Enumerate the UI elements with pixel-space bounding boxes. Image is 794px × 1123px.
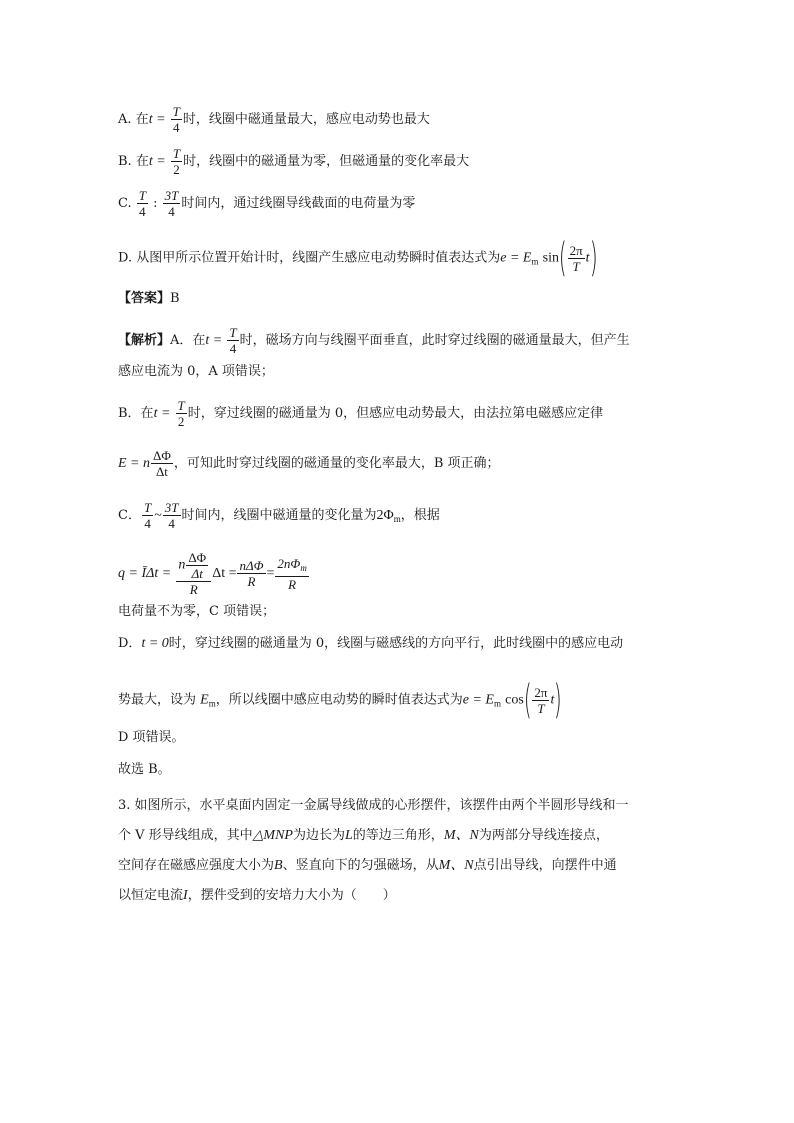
- fraction: $\frac{T}{4}$: [143, 500, 152, 531]
- analysis-c-line1: C． $\frac{T}{4}$ ~ $\frac{3T}{4}$ 时间内，线圈中磁通量的变化量为$2\Phi_m$，根据: [118, 500, 440, 531]
- option-text: 时，线圈中的磁通量为零，但磁通量的变化率最大: [183, 154, 470, 169]
- fraction: n $\frac{\Delta\Phi}{\Delta t}$ R: [176, 550, 211, 597]
- analysis-b-line1: B．在t = $\frac{T}{2}$ 时，穿过线圈的磁通量为 0，但感应电动势最大，由法拉第电磁感应定律: [118, 398, 604, 429]
- fraction: $\frac{T}{2}$: [172, 146, 181, 177]
- left-paren-icon: (: [523, 677, 532, 723]
- option-label: D.: [118, 250, 133, 266]
- fraction: $\frac{\text{nΔΦ}}{R}$: [239, 558, 264, 589]
- fraction: $\frac{3T}{4}$: [164, 188, 179, 219]
- answer-bracket: 【答案】: [118, 291, 171, 306]
- fraction: $\frac{2n\Phi_m}{R}$: [277, 555, 307, 592]
- right-paren-icon: ): [554, 677, 563, 723]
- option-label: A.: [118, 112, 132, 127]
- answer-line: [118, 289, 180, 309]
- option-a: [118, 104, 430, 135]
- fraction: $\frac{2\pi}{T}$: [569, 242, 583, 274]
- math-var: t =: [148, 154, 166, 169]
- analysis-a-line2: 感应电流为 0，A 项错误；: [118, 364, 274, 379]
- option-text: 从图甲所示位置开始计时，线圈产生感应电动势瞬时值表达式为: [136, 250, 501, 266]
- fraction: $\frac{T}{4}$: [138, 188, 146, 219]
- option-text: 时间内，通过线圈导线截面的电荷量为零: [181, 196, 416, 211]
- option-text: 在: [135, 154, 149, 169]
- option-d: D. 从图甲所示位置开始计时，线圈产生感应电动势瞬时值表达式为$e = E_m$ sin( $\frac{2\pi}{T}$ t): [118, 235, 598, 281]
- math-var: t =: [148, 112, 166, 127]
- option-label: B.: [118, 154, 132, 169]
- math-expr: e = E: [500, 250, 532, 266]
- right-paren-icon: ): [589, 235, 598, 281]
- option-text: 时，线圈中磁通量最大，感应电动势也最大: [182, 112, 430, 127]
- analysis-d-result: D 项错误。: [118, 730, 185, 745]
- analysis-d-line2: 势最大，设为 $E_m$，所以线圈中感应电动势的瞬时值表达式为$e = E_m$ cos( $\frac{2\pi}{T}$ t): [118, 677, 563, 723]
- option-c: [118, 188, 415, 219]
- question3-line1: 3. 如图所示，水平桌面内固定一金属导线做成的心形摆件，该摆件由两个半圆形导线和一: [118, 798, 629, 813]
- fraction: $\frac{3T}{4}$: [164, 500, 179, 531]
- fraction: $\frac{T}{4}$: [172, 104, 180, 135]
- analysis-d-line1: D．t = 0时，穿过线圈的磁通量为 0，线圈与磁感线的方向平行，此时线圈中的感应电动: [118, 636, 624, 651]
- fraction: $\frac{2\pi}{T}$: [534, 684, 548, 716]
- fraction: $\frac{T}{4}$: [229, 325, 237, 356]
- answer-value: B: [170, 291, 180, 306]
- analysis-b-formula: E = n $\frac{\Delta\Phi}{\Delta t}$ ，可知此时穿过线圈的磁通量的变化率最大，B 项正确；: [118, 448, 500, 479]
- question3-line3: 空间存在磁感应强度大小为B、竖直向下的匀强磁场，从M、N点引出导线，向摆件中通: [118, 858, 617, 873]
- question3-line4: 以恒定电流I，摆件受到的安培力大小为（ ）: [118, 888, 396, 903]
- separator: :: [153, 196, 158, 211]
- analysis-c-result: 电荷量不为零，C 项错误；: [118, 604, 276, 619]
- fraction: $\frac{\Delta\Phi}{\Delta t}$: [153, 448, 171, 479]
- question3-line2: 个 V 形导线组成，其中△MNP为边长为L的等边三角形，M、N为两部分导线连接点，: [118, 828, 609, 843]
- option-label: C.: [118, 196, 132, 211]
- conclusion: 故选 B。: [118, 762, 171, 777]
- left-paren-icon: (: [558, 235, 567, 281]
- math-fn: sin: [542, 250, 559, 266]
- option-text: 在: [135, 112, 149, 127]
- analysis-c-formula: q = ĪΔt = n $\frac{\Delta\Phi}{\Delta t}$ R Δt = $\frac{\text{nΔΦ}}{R}$ = $\frac{2n\Phi_m}{R}$: [118, 550, 307, 597]
- analysis-a-line1: 【解析】A．在t = $\frac{T}{4}$ 时，磁场方向与线圈平面垂直，此时穿过线圈的磁通量最大，但产生: [118, 325, 630, 356]
- analysis-bracket: 【解析】: [118, 333, 171, 348]
- option-b: [118, 146, 469, 177]
- fraction: $\frac{T}{2}$: [177, 398, 185, 429]
